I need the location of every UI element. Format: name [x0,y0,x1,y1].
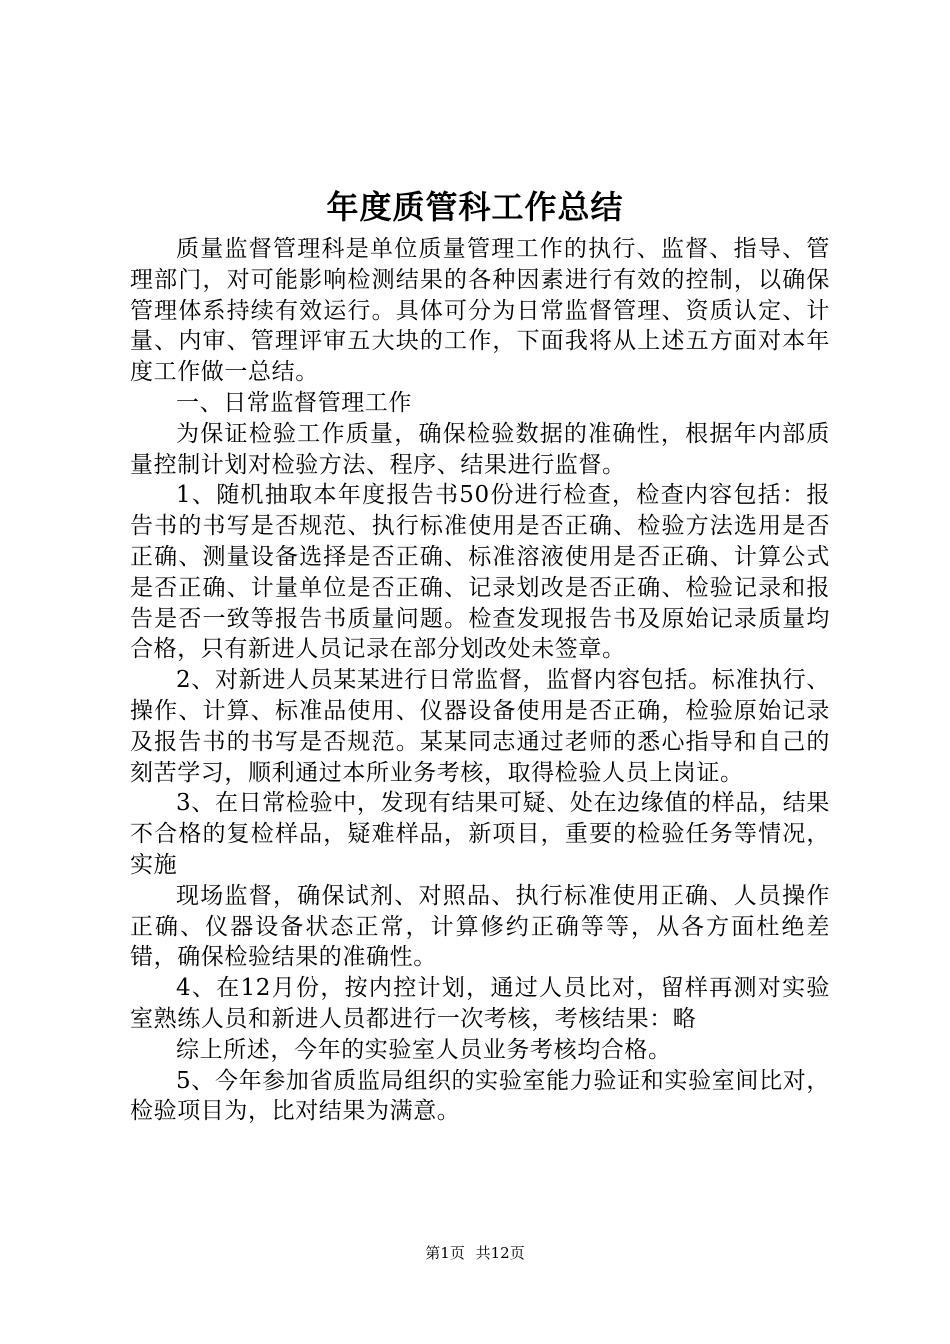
paragraph-purpose: 为保证检验工作质量，确保检验数据的准确性，根据年内部质量控制计划对检验方法、程序、结果进行监督。 [130,420,830,478]
paragraph-summary: 综上所述，今年的实验室人员业务考核均合格。 [176,1036,672,1063]
paragraph-item-3: 3、在日常检验中，发现有结果可疑、处在边缘值的样品，结果不合格的复检样品，疑难样品，新项目，重要的检验任务等情况，实施 [130,790,830,878]
document-title: 年度质管科工作总结 [326,188,624,226]
paragraph-intro: 质量监督管理科是单位质量管理工作的执行、监督、指导、管理部门，对可能影响检测结果的各种因素进行有效的控制，以确保管理体系持续有效运行。具体可分为日常监督管理、资质认定、计量、内审、管理评审五大块的工作，下面我将从上述五方面对本年度工作做一总结。 [130,236,830,386]
paragraph-item-4: 4、在12月份，按内控计划，通过人员比对，留样再测对实验室熟练人员和新进人员都进行一次考核，考核结果：略 [130,975,830,1032]
document-body [130,234,830,1127]
paragraph-item-2: 2、对新进人员某某进行日常监督，监督内容包括。标准执行、操作、计算、标准品使用、仪器设备使用是否正确，检验原始记录及报告书的书写是否规范。某某同志通过老师的悉心指导和自己的刻苦学习，顺利通过本所业务考核，取得检验人员上岗证。 [130,667,830,786]
paragraph-item-1: 1、随机抽取本年度报告书50份进行检查，检查内容包括：报告书的书写是否规范、执行标准使用是否正确、检验方法选用是否正确、测量设备选择是否正确、标准溶液使用是否正确、计算公式是否正确、计量单位是否正确、记录划改是否正确、检验记录和报告是否一致等报告书质量问题。检查发现报告书及原始记录质量均合格，只有新进人员记录在部分划改处未签章。 [130,482,830,663]
paragraph-item-3-continued: 现场监督，确保试剂、对照品、执行标准使用正确、人员操作正确、仪器设备状态正常，计算修约正确等等，从各方面杜绝差错，确保检验结果的准确性。 [130,882,830,971]
page-footer [0,1243,950,1263]
page-number: 第1页 [425,1244,465,1262]
page-total: 共12页 [475,1244,525,1262]
section-heading-daily-supervision: 一、日常监督管理工作 [176,389,412,416]
paragraph-item-5: 5、今年参加省质监局组织的实验室能力验证和实验室间比对，检验项目为，比对结果为满意。 [130,1067,830,1125]
